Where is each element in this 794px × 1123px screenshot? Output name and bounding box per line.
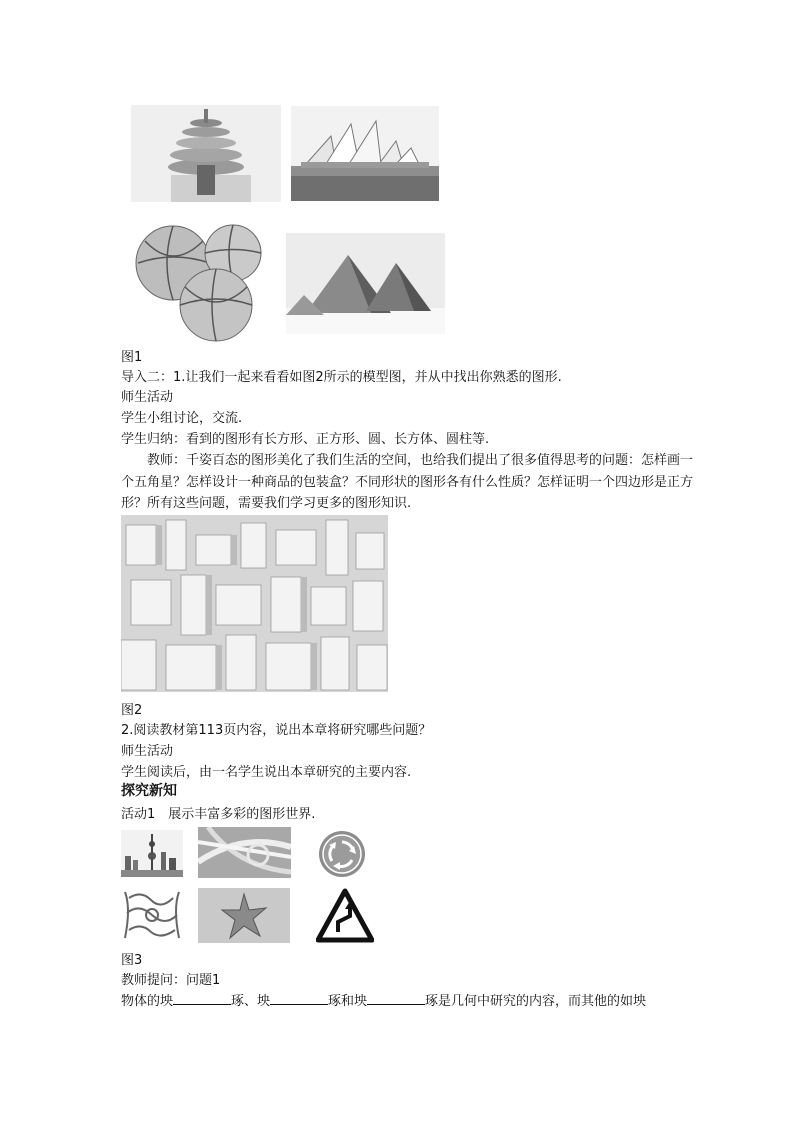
question-part4: 琢是几何中研究的内容，而其他的如坱 (425, 994, 647, 1009)
city-skyline-photo (121, 830, 183, 877)
reverse-curve-sign-icon (316, 888, 374, 943)
question-line (121, 991, 646, 1012)
intro2-line2: 学生小组讨论，交流. (121, 411, 243, 426)
intro2-line1: 导入二：1.让我们一起来看看如图2所示的模型图，并从中找出你熟悉的图形. (121, 370, 562, 385)
pyramids-photo (286, 233, 445, 334)
starfish-photo (198, 888, 290, 943)
basketballs-photo (133, 221, 266, 344)
figure2-caption: 图2 (121, 703, 143, 718)
figure1-caption: 图1 (121, 350, 143, 365)
question-part1: 物体的坱 (121, 994, 174, 1009)
activity1-text: 活动1 展示丰富多彩的图形世界. (121, 807, 316, 822)
answer-blank-3[interactable] (367, 992, 425, 1005)
intro2-line3: 学生归纳：看到的图形有长方形、正方形、圆、长方体、圆柱等. (121, 432, 490, 447)
teacher-paragraph: 教师：千姿百态的图形美化了我们生活的空间，也给我们提出了很多值得思考的问题：怎样画一个五角星？怎样设计一种商品的包装盒？不同形状的图形各有什么性质？怎样证明一个四边形是正方形？所有这些问题，需要我们学习更多的图形知识. (121, 453, 694, 511)
answer-blank-1[interactable] (173, 992, 231, 1005)
roundabout-sign-icon (318, 830, 366, 878)
figure3-caption: 图3 (121, 953, 143, 968)
reading-line1: 2.阅读教材第113页内容，说出本章将研究哪些问题？ (121, 723, 432, 738)
tower-building-photo (131, 105, 281, 202)
question-part2: 琢、坱 (231, 994, 271, 1009)
answer-blank-2[interactable] (270, 992, 328, 1005)
highway-interchange-photo (198, 827, 291, 878)
question-label: 教师提问：问题1 (121, 973, 221, 988)
reading-label: 师生活动 (121, 744, 174, 759)
section-heading: 探究新知 (121, 783, 177, 799)
intro2-label: 师生活动 (121, 390, 174, 405)
question-part3: 琢和坱 (328, 994, 368, 1009)
reading-line2: 学生阅读后，由一名学生说出本章研究的主要内容. (121, 765, 412, 780)
city-model-photo (121, 515, 388, 692)
opera-house-photo (291, 106, 439, 201)
dragon-pattern-photo (121, 888, 183, 943)
